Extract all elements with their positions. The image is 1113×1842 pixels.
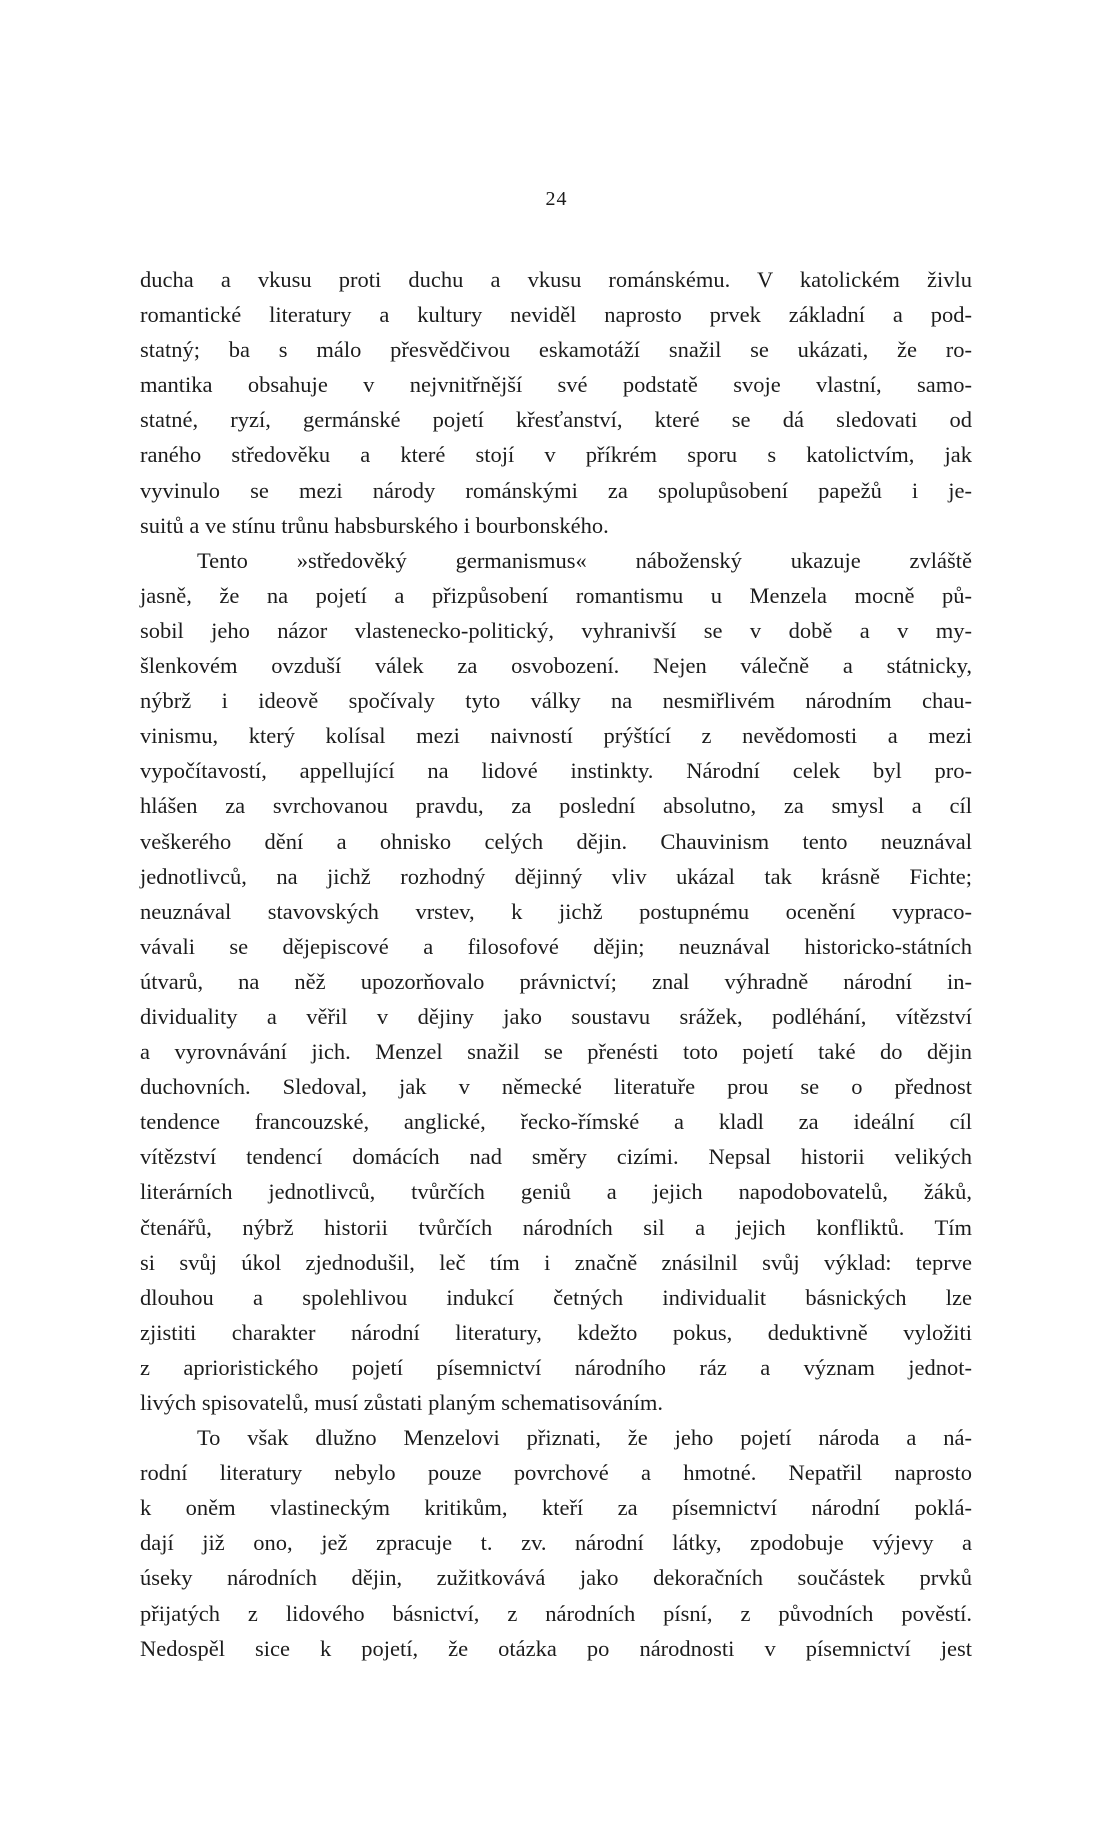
text-line: romantické literatury a kultury neviděl naprosto prvek základní a pod- [140, 302, 972, 328]
text-line: ducha a vkusu proti duchu a vkusu románskému. V katolickém živlu [140, 267, 972, 292]
text-line: tendence francouzské, anglické, řecko-římské a kladl za ideální cíl [140, 1109, 972, 1135]
text-line: sobil jeho názor vlastenecko-politický, vyhranivší se v době a v my- [140, 617, 972, 643]
text-line: přijatých z lidového básnictví, z národních písní, z původních pověstí. [140, 1600, 972, 1626]
text-line: dividuality a věřil v dějiny jako soustavu srážek, podléhání, vítězství [140, 1003, 972, 1029]
text-line: dají již ono, jež zpracuje t. zv. národní látky, zpodobuje výjevy a [140, 1530, 972, 1556]
text-line: Nedospěl sice k pojetí, že otázka po národnosti v písemnictví jest [140, 1635, 972, 1661]
text-line: k oněm vlastineckým kritikům, kteří za písemnictví národní poklá- [140, 1495, 972, 1521]
paragraph [140, 543, 972, 1420]
text-line: vyvinulo se mezi národy románskými za spolupůsobení papežů i je- [140, 477, 972, 503]
paragraph [140, 262, 972, 543]
text-line: To však dlužno Menzelovi přiznati, že jeho pojetí národa a ná- [197, 1425, 972, 1451]
text-line: rodní literatury nebylo pouze povrchové a hmotné. Nepatřil naprosto [140, 1460, 972, 1486]
text-line: šlenkovém ovzduší válek za osvobození. Nejen válečně a státnicky, [140, 653, 972, 679]
text-line: a vyrovnávání jich. Menzel snažil se přenésti toto pojetí také do dějin [140, 1039, 972, 1065]
page-number: 24 [545, 188, 568, 210]
text-line: zjistiti charakter národní literatury, kdežto pokus, deduktivně vyložiti [140, 1319, 972, 1345]
text-line: jednotlivců, na jichž rozhodný dějinný vliv ukázal tak krásně Fichte; [140, 863, 972, 889]
text-line: raného středověku a které stojí v příkrém sporu s katolictvím, jak [140, 442, 972, 468]
text-line: dlouhou a spolehlivou indukcí četných individualit básnických lze [140, 1284, 972, 1310]
text-line: suitů a ve stínu trůnu habsburského i bourbonského. [140, 512, 609, 538]
text-line: vypočítavostí, appellující na lidové instinkty. Národní celek byl pro- [140, 758, 972, 784]
text-line: literárních jednotlivců, tvůrčích geniů a jejich napodobovatelů, žáků, [140, 1179, 972, 1205]
text-line: jasně, že na pojetí a přizpůsobení romantismu u Menzela mocně pů- [140, 582, 972, 608]
text-line: čtenářů, nýbrž historii tvůrčích národních sil a jejich konfliktů. Tím [140, 1214, 972, 1240]
text-line: vinismu, který kolísal mezi naivností prýštící z nevědomosti a mezi [140, 723, 972, 749]
text-line: nýbrž i ideově spočívaly tyto války na nesmiřlivém národním chau- [140, 688, 972, 714]
paragraph [140, 1420, 972, 1666]
text-line: statné, ryzí, germánské pojetí křesťanství, které se dá sledovati od [140, 407, 972, 433]
text-line: útvarů, na něž upozorňovalo právnictví; znal výhradně národní in- [140, 968, 972, 994]
text-line: úseky národních dějin, zužitkovává jako dekoračních součástek prvků [140, 1565, 972, 1591]
text-line: mantika obsahuje v nejvnitřnější své podstatě svoje vlastní, samo- [140, 372, 972, 398]
text-line: livých spisovatelů, musí zůstati planým schematisováním. [140, 1390, 664, 1415]
body-text [140, 262, 972, 1666]
text-line: veškerého dění a ohnisko celých dějin. Chauvinism tento neuznával [140, 828, 972, 854]
text-line: hlášen za svrchovanou pravdu, za poslední absolutno, za smysl a cíl [140, 793, 972, 819]
text-line: si svůj úkol zjednodušil, leč tím i značně znásilnil svůj výklad: teprve [140, 1249, 972, 1275]
text-line: statný; ba s málo přesvědčivou eskamotáží snažil se ukázati, že ro- [140, 337, 972, 363]
text-line: neuznával stavovských vrstev, k jichž postupnému ocenění vypraco- [140, 898, 972, 924]
text-line: duchovních. Sledoval, jak v německé literatuře prou se o přednost [140, 1074, 972, 1100]
text-line: vávali se dějepiscové a filosofové dějin; neuznával historicko-státních [140, 933, 972, 959]
text-line: vítězství tendencí domácích nad směry cizími. Nepsal historii velikých [140, 1144, 972, 1170]
text-line: Tento »středověký germanismus« náboženský ukazuje zvláště [197, 547, 972, 573]
text-line: z aprioristického pojetí písemnictví národního ráz a význam jednot- [140, 1354, 972, 1380]
